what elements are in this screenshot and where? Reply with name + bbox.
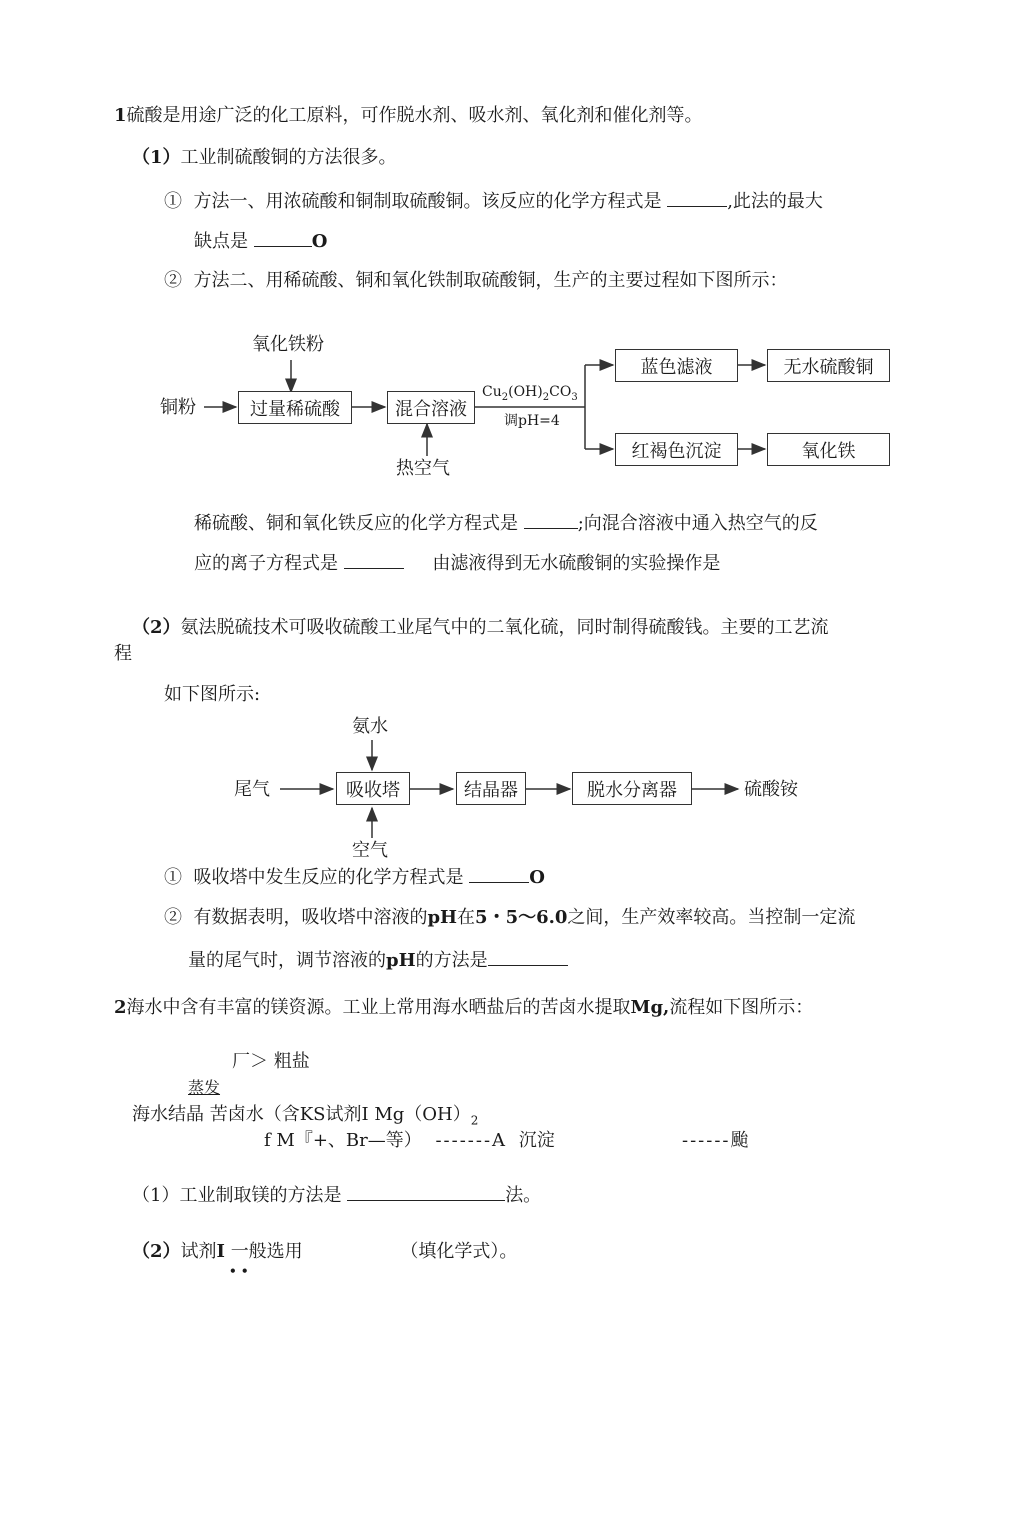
flow2-tail-gas: 尾气 [234,779,270,800]
q2-ocr-row3b: 沉淀 [518,1130,555,1151]
flow1-copper-powder: 铜粉 [160,397,196,418]
q2-ocr-row3 [264,1130,555,1152]
q2-ocr-row3-dash2: ------ [682,1130,731,1151]
q2-p1 [132,1182,541,1207]
q1-p2-m2-mark: ② [164,907,182,928]
q1-p2-m2-c: 之间，生产效率较高。当控制一定流 [567,907,856,928]
q1-p2-m2-line2 [188,947,568,972]
reagent-sub: 2 [542,391,550,403]
q1-m2-q1a: 稀硫酸、铜和氧化铁反应的化学方程式是 [194,513,518,534]
flow1-box-blue-filtrate: 蓝色滤液 [615,349,738,382]
answer-blank[interactable] [488,947,568,966]
flow2-ammonium-sulfate: 硫酸铵 [744,779,798,800]
flow1-hot-air: 热空气 [396,458,450,479]
q1-m1-mark: ① [164,191,182,212]
flow1-box-mixed-solution: 混合溶液 [387,391,475,424]
q2-p2-dots: • • [229,1264,249,1278]
q1-part2-cont: 程 [114,643,132,664]
q2-stem [114,997,813,1019]
flow1-iron-oxide-powder: 氧化铁粉 [252,334,324,355]
q2-stem-b: 流程如下图所示： [669,997,814,1018]
flow1-box-red-brown-ppt: 红褐色沉淀 [615,433,738,466]
flow2-ammonia-water: 氨水 [352,716,388,737]
q1-part2-label: （2） [132,617,181,638]
flow1-adjust-ph: 调pH=4 [504,413,560,429]
reagent-oh: (OH) [508,384,543,400]
q1-p2-m2-ph: pH [427,907,458,928]
q1-part2 [132,617,829,639]
reagent-sub: 2 [501,391,509,403]
q1-m2-text: 方法二、用稀硫酸、铜和氧化铁制取硫酸铜，生产的主要过程如下图所示： [193,270,788,291]
flow1-reagent [482,384,578,404]
q2-ocr-row2 [132,1104,478,1128]
q2-ocr-row3-right [682,1130,749,1152]
q2-p1-end: 法。 [505,1185,542,1206]
q2-p1-text: 工业制取镁的方法是 [179,1185,342,1206]
q2-ocr-row3a: f M『+、Br—等） [264,1130,422,1151]
q2-ocr-evaporate: 蒸发 [188,1078,221,1097]
q2-ocr-row3-dash: -------A [435,1130,508,1151]
reagent-co: CO [549,384,572,400]
q1-p2-m2-range: 5・5～6.0 [475,907,568,928]
q2-p2-a: 试剂 [180,1241,217,1262]
reagent-cu: Cu [482,384,502,400]
reagent-sub: 3 [571,391,578,403]
q2-p2-i: I [216,1241,225,1262]
q1-part2-as-shown: 如下图所示: [164,684,261,705]
q2-p2 [132,1241,517,1263]
q1-part2-text: 氨法脱硫技术可吸收硫酸工业尾气中的二氧化硫，同时制得硫酸钱。主要的工艺流 [180,617,829,638]
answer-blank[interactable] [524,510,578,529]
q2-p2-label: （2） [132,1241,181,1262]
flow1-box-excess-acid: 过量稀硫酸 [238,391,352,424]
q1-p2-m2-line1 [164,907,855,929]
q1-part1-label: （1） [132,147,181,168]
q1-p2-m1-end: O [529,867,545,888]
q1-m1-after: ,此法的最大 [727,191,823,212]
flow2-box-dehydrator: 脱水分离器 [572,772,692,805]
q2-stem-a: 海水中含有丰富的镁资源。工业上常用海水晒盐后的苦卤水提取 [126,997,631,1018]
q1-number: 1 [114,105,127,126]
q1-part1-text: 工业制硫酸铜的方法很多。 [180,147,397,168]
q1-m1-end: O [311,231,328,252]
flow2-box-crystallizer: 结晶器 [456,772,526,805]
q1-p2-m2-l2a: 量的尾气时，调节溶液的 [188,950,386,971]
q1-p2-m2-b: 在 [457,907,476,928]
flow1-box-anhydrous-cuso4: 无水硫酸铜 [767,349,890,382]
answer-blank[interactable] [344,550,404,569]
q2-stem-mg: Mg, [630,997,670,1018]
q1-m2-question-line2 [194,550,720,575]
q2-p2-c: （填化学式）。 [400,1241,518,1262]
q2-number: 2 [114,997,127,1018]
flow2-air: 空气 [352,840,388,861]
q1-p2-m1-text: 吸收塔中发生反应的化学方程式是 [193,867,464,888]
q1-p2-m1-mark: ① [164,867,182,888]
flow1-box-iron-oxide: 氧化铁 [767,433,890,466]
q1-m2-q2b: 由滤液得到无水硫酸铜的实验操作是 [432,553,721,574]
q1-m2-q2a: 应的离子方程式是 [194,553,338,574]
q2-ocr-row2-sub: 2 [470,1113,479,1128]
q1-p2-m2-a: 有数据表明，吸收塔中溶液的 [193,907,428,928]
q1-stem-text: 硫酸是用途广泛的化工原料，可作脱水剂、吸水剂、氧化剂和催化剂等。 [126,105,703,126]
q1-p2-m2-l2b: 的方法是 [415,950,488,971]
q1-p2-m2-l2ph: pH [386,950,416,971]
q1-m2-mark: ② [164,270,182,291]
answer-blank[interactable] [469,864,529,883]
q1-m1-text: 方法一、用浓硫酸和铜制取硫酸铜。该反应的化学方程式是 [193,191,662,212]
q2-ocr-row3c: 颱 [730,1130,749,1151]
q2-ocr-row1: 厂＞ 粗盐 [232,1051,310,1072]
q1-m1-line2: 缺点是 [194,231,248,252]
q2-p1-label: （1） [132,1185,180,1206]
q1-p2-m1 [164,864,545,889]
q2-ocr-row2-text: 海水结晶 苦卤水（含KS试剂I Mg（OH） [132,1104,471,1125]
q1-m2-question-line1 [194,510,818,535]
q1-m2-q1b: ;向混合溶液中通入热空气的反 [577,513,818,534]
answer-blank[interactable] [347,1182,505,1201]
q2-p2-b: 一般选用 [230,1241,303,1262]
flow2-box-absorber: 吸收塔 [336,772,410,805]
